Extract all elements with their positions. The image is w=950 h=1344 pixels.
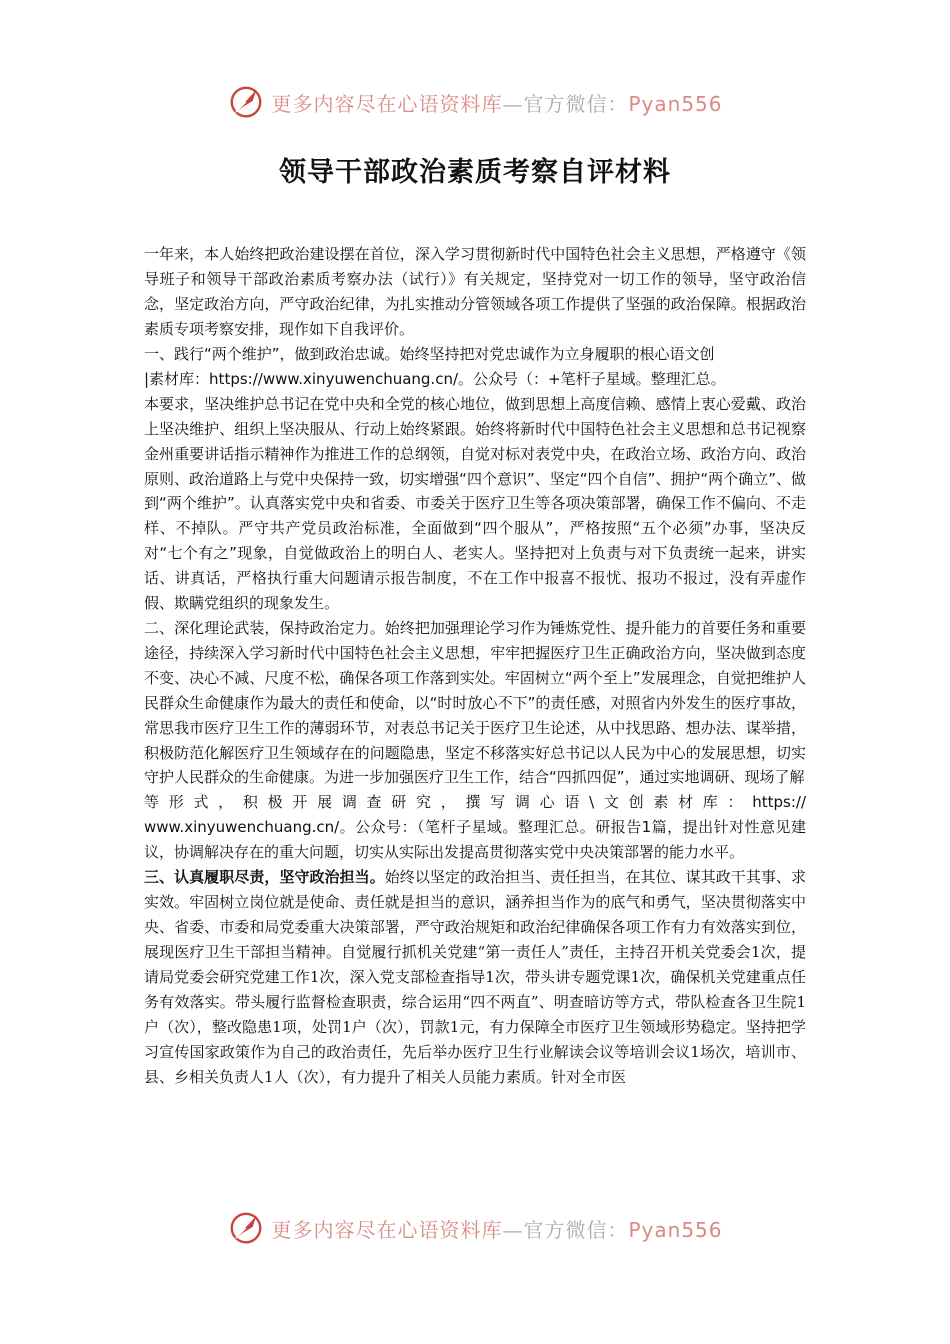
banner-text	[271, 1214, 722, 1243]
section-2-body: 二、深化理论武装，保持政治定力。始终把加强理论学习作为锤炼党性、提升能力的首要任务和重要途径，持续深入学习新时代中国特色社会主义思想，牢牢把握医疗卫生正确政治方向，坚决做到态度不变、决心不减、尺度不松，确保各项工作落到实处。牢固树立“两个至上”发展理念，自觉把维护人民群众生命健康作为最大的责任和使命，以“时时放心不下”的责任感，对照省内外发生的医疗事故，常思我市医疗卫生工作的薄弱环节，对表总书记关于医疗卫生论述，从中找思路、想办法、谋举措，积极防范化解医疗卫生领域存在的问题隐患，坚定不移落实好总书记以人民为中心的发展思想，切实守护人民群众的生命健康。为进一步加强医疗卫生工作，结合“四抓四促”，通过实地调研、现场了解	[144, 618, 806, 787]
section-1-line-2: |素材库：https://www.xinyuwenchuang.cn/。公众号（：+笔杆子星域。整理汇总。	[144, 369, 726, 388]
banner-dash: —	[502, 91, 524, 116]
section-3-body: 始终以坚定的政治担当、责任担当，在其位、谋其政干其事、求实效。牢固树立岗位就是使命、责任就是担当的意识，涵养担当作为的底气和勇气，坚决贯彻落实中央、省委、市委和局党委重大决策部署，严守政治规矩和政治纪律确保各项工作有力有效落实到位，展现医疗卫生干部担当精神。自觉履行抓机关党建“第一责任人”责任，主持召开机关党委会1次，提请局党委会研究党建工作1次，深入党支部检查指导1次，带头讲专题党课1次，确保机关党建重点任务有效落实。带头履行监督检查职责，综合运用“四不两直”、明查暗访等方式，带队检查各卫生院1户（次），整改隐患1项，处罚1户（次），罚款1元，有力保障全市医疗卫生领域形势稳定。坚持把学习宣传国家政策作为自己的政治责任，先后举办医疗卫生行业解读会议等培训会议1场次，培训市、县、乡相关负责人1人（次），有力提升了相关人员能力素质。针对全市医	[144, 868, 806, 1087]
banner-dash: —	[502, 1217, 524, 1242]
section-1-line-1: 一、践行“两个维护”，做到政治忠诚。始终坚持把对党忠诚作为立身履职的根心语文创	[144, 345, 715, 363]
banner-text	[271, 88, 722, 117]
section-1-body: 本要求，坚决维护总书记在党中央和全党的核心地位，做到思想上高度信赖、感情上衷心爱戴、政治上坚决维护、组织上坚决服从、行动上始终紧跟。始终将新时代中国特色社会主义思想和总书记视察金州重要讲话指示精神作为推进工作的总纲领，自觉对标对表党中央，在政治立场、政治方向、政治原则、政治道路上与党中央保持一致，切实增强“四个意识”、坚定“四个自信”、拥护“两个确立”、做到“两个维护”。认真落实党中央和省委、市委关于医疗卫生等各项决策部署，确保工作不偏向、不走样、不掉队。严守共产党员政治标准，全面做到“四个服从”，严格按照“五个必须”办事，坚决反对“七个有之”现象，自觉做政治上的明白人、老实人。坚持把对上负责与对下负责统一起来，讲实话、讲真话，严格执行重大问题请示报告制度，不在工作中报喜不报忧、报功不报过，没有弄虚作假、欺瞒党组织的现象发生。	[144, 394, 806, 613]
banner-wechat-id: Pyan556	[628, 91, 723, 116]
intro-paragraph: 一年来，本人始终把政治建设摆在首位，深入学习贯彻新时代中国特色社会主义思想，严格遵守《领导班子和领导干部政治素质考察办法（试行）》有关规定，坚持党对一切工作的领导，坚守政治信念，坚定政治方向，严守政治纪律，为扎实推动分管领域各项工作提供了坚强的政治保障。根据政治素质专项考察安排，现作如下自我评价。	[144, 245, 806, 338]
header-watermark-banner	[0, 82, 950, 122]
page-title: 领导干部政治素质考察自评材料	[279, 157, 671, 188]
section-3-heading: 三、认真履职尽责，坚守政治担当。	[144, 868, 385, 887]
banner-main-text: 更多内容尽在心语资料库	[271, 91, 503, 116]
quill-pen-logo-icon	[227, 83, 265, 121]
section-3-paragraph	[144, 865, 806, 1090]
quill-pen-logo-icon	[227, 1209, 265, 1247]
banner-wechat-id: Pyan556	[628, 1217, 723, 1242]
banner-label: 官方微信：	[523, 1217, 629, 1242]
section-2-tail: www.xinyuwenchuang.cn/。公众号：（笔杆子星域。整理汇总。研报告1篇，提出针对性意见建议，协调解决存在的重大问题，切实从实际出发提高贯彻落实党中央决策部署的能力水平。	[144, 818, 806, 862]
document-body	[144, 242, 806, 1090]
banner-label: 官方微信：	[523, 91, 629, 116]
footer-watermark-banner	[0, 1208, 950, 1248]
banner-main-text: 更多内容尽在心语资料库	[271, 1217, 503, 1242]
section-2-spread-line: 等形式，积极开展调查研究，撰写调心语\文创素材库：https://	[144, 793, 806, 812]
